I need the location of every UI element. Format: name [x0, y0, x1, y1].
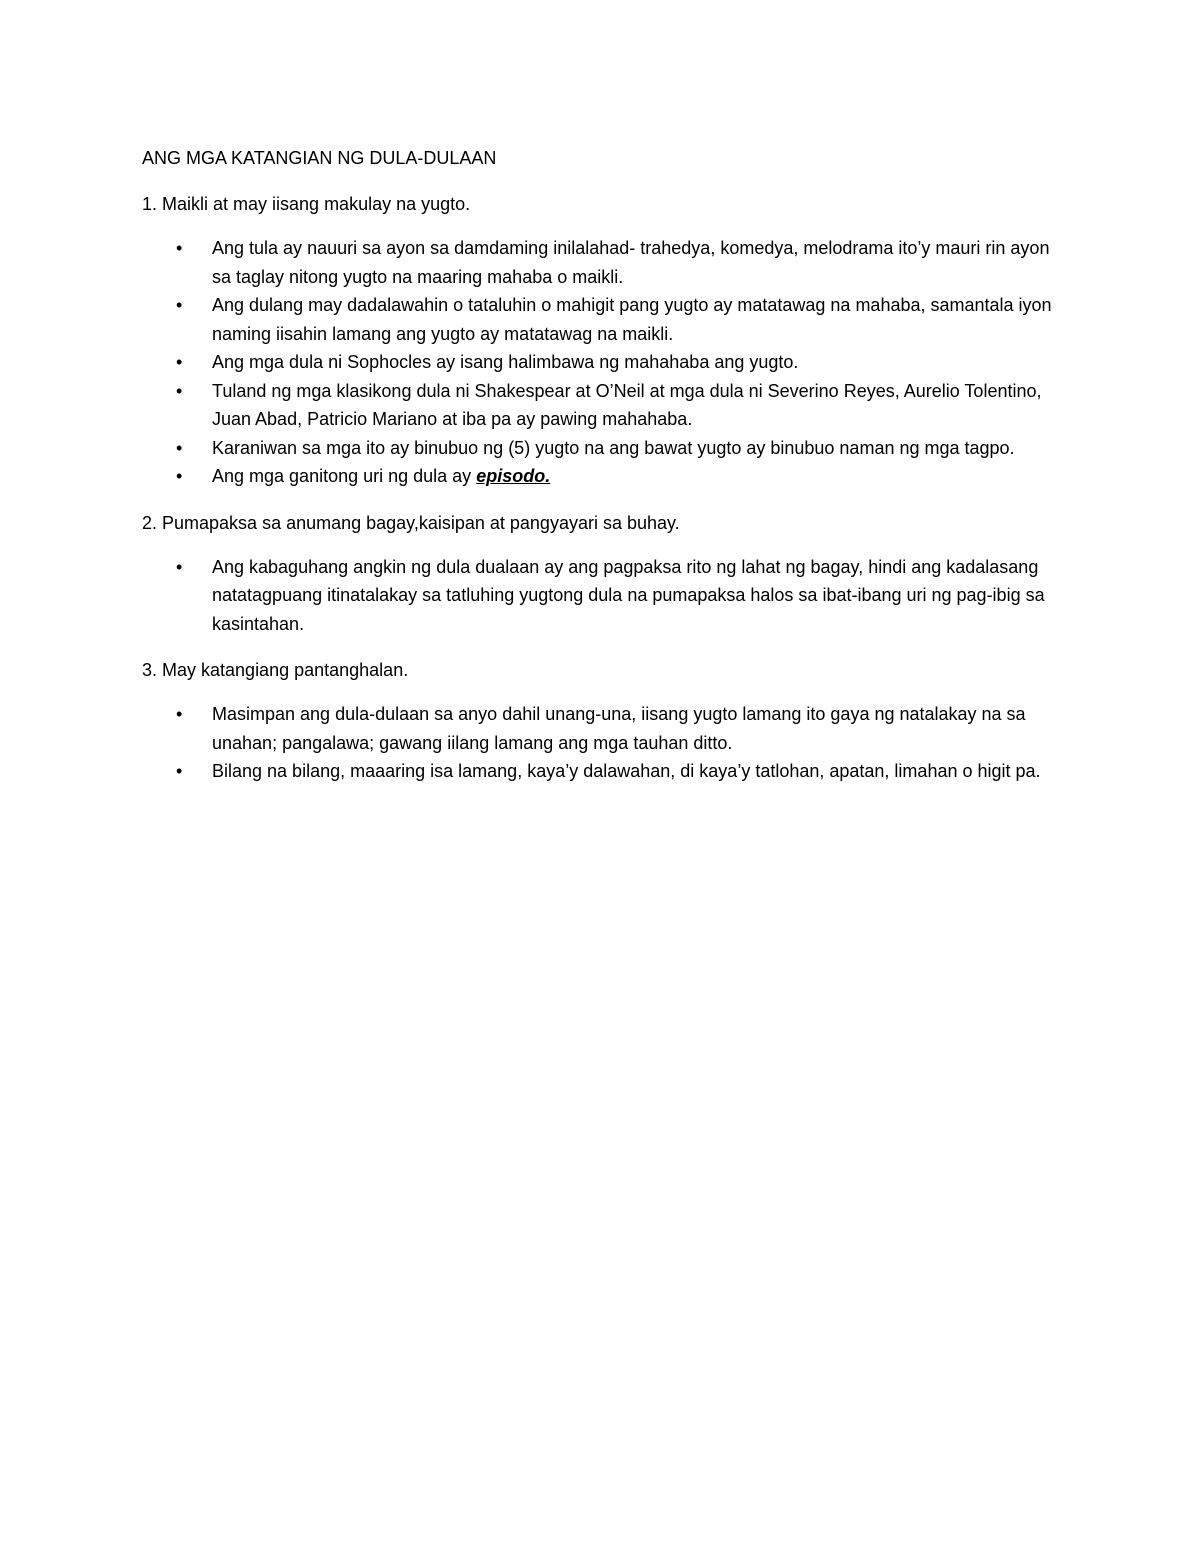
list-item-text: Ang tula ay nauuri sa ayon sa damdaming inilalahad- trahedya, komedya, melodrama ito’y mauri rin ayon sa taglay nitong yugto na maaring mahaba o maikli.: [212, 238, 1050, 287]
section-heading: 2. Pumapaksa sa anumang bagay,kaisipan at pangyayari sa buhay.: [142, 512, 680, 533]
section-3: [142, 656, 1042, 786]
section-1: [142, 190, 1052, 491]
bullet-list: [142, 700, 1042, 786]
emphasized-term: episodo.: [476, 466, 551, 486]
bullet-icon: •: [176, 437, 183, 458]
bullet-list: [142, 234, 1052, 491]
list-item: [142, 700, 1052, 757]
section-heading: 3. May katangiang pantanghalan.: [142, 660, 409, 680]
section-2: [142, 509, 1045, 639]
list-item-text: Ang mga dula ni Sophocles ay isang halimbawa ng mahahaba ang yugto.: [212, 352, 799, 372]
list-item: [142, 348, 1052, 377]
bullet-icon: •: [176, 704, 183, 724]
list-item-text: Tuland ng mga klasikong dula ni Shakespear at O’Neil at mga dula ni Severino Reyes, Aurelio Tolentino, Juan Abad, Patricio Mariano at iba pa ay pawing mahahaba.: [212, 380, 1042, 429]
list-item-text: Ang kabaguhang angkin ng dula dualaan ay ang pagpaksa rito ng lahat ng bagay, hindi ang kadalasang natatagpuang itinatalakay sa tatluhing yugtong dula na pumapaksa halos sa ibat-ibang uri ng pag-ibig sa kasintahan.: [212, 556, 1045, 634]
list-item: [142, 377, 1052, 434]
list-item-text: Masimpan ang dula-dulaan sa anyo dahil unang-una, iisang yugto lamang ito gaya ng natalakay na sa unahan; pangalawa; gawang iilang lamang ang mga tauhan ditto.: [212, 704, 1026, 753]
list-item-text: Ang mga ganitong uri ng dula ay: [212, 466, 477, 486]
list-item: [142, 234, 1052, 291]
document-body: [142, 144, 1052, 804]
document-title: ANG MGA KATANGIAN NG DULA-DULAAN: [142, 148, 497, 168]
bullet-list: [142, 553, 1045, 639]
list-item-text: Ang dulang may dadalawahin o tataluhin o mahigit pang yugto ay matatawag na mahaba, samantala iyon naming iisahin lamang ang yugto ay matatawag na maikli.: [212, 295, 1052, 344]
list-item: [142, 291, 1052, 348]
list-item-text: Bilang na bilang, maaaring isa lamang, kaya’y dalawahan, di kaya’y tatlohan, apatan, limahan o higit pa.: [212, 761, 1041, 781]
list-item: [142, 553, 1052, 639]
bullet-icon: •: [176, 238, 183, 258]
list-item: [142, 757, 1052, 786]
bullet-icon: •: [176, 761, 183, 781]
bullet-icon: •: [176, 466, 183, 486]
bullet-icon: •: [176, 295, 183, 315]
section-heading: 1. Maikli at may iisang makulay na yugto.: [142, 194, 471, 214]
bullet-icon: •: [176, 556, 183, 577]
list-item: [142, 434, 1052, 463]
list-item: [142, 462, 1052, 491]
bullet-icon: •: [176, 380, 183, 401]
list-item-text: Karaniwan sa mga ito ay binubuo ng (5) yugto na ang bawat yugto ay binubuo naman ng mga tagpo.: [212, 437, 1015, 458]
bullet-icon: •: [176, 352, 183, 372]
